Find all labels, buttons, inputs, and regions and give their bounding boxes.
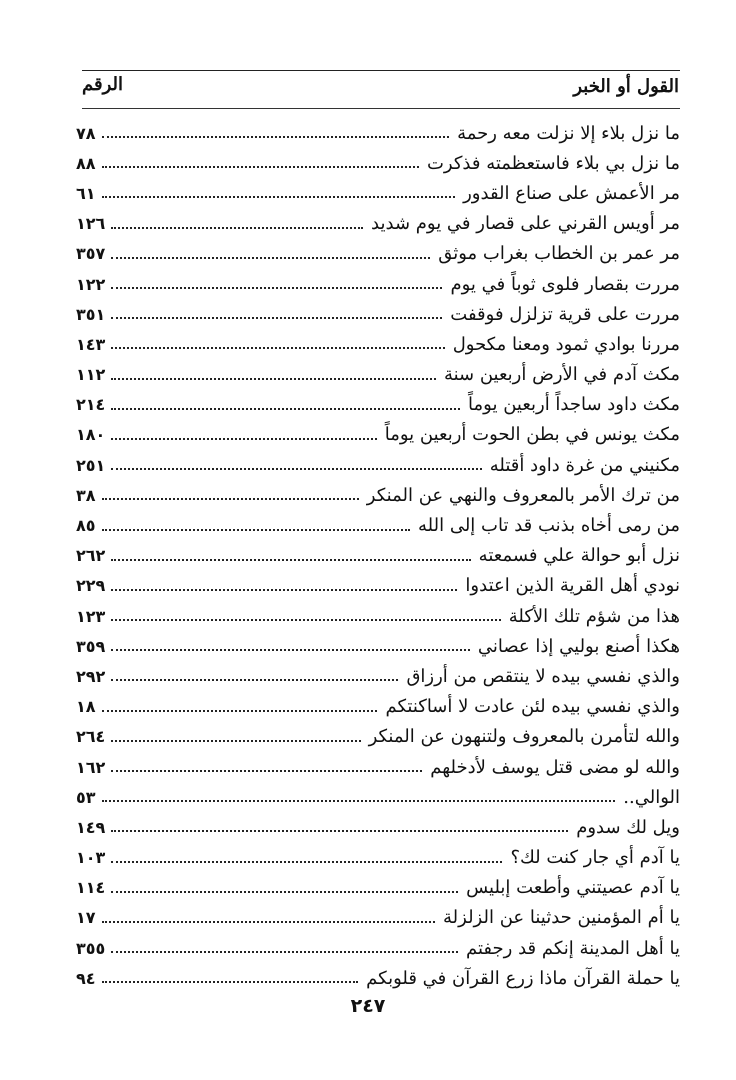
index-entry-row (76, 329, 680, 359)
entry-number: ٥٣ (76, 787, 96, 807)
dot-leader (102, 981, 359, 983)
dot-leader (111, 347, 444, 349)
index-entry-row (76, 661, 680, 691)
entry-text: ويل لك سدوم (576, 816, 680, 838)
entry-number: ٢٩٢ (76, 666, 106, 686)
dot-leader (111, 951, 458, 953)
dot-leader (111, 649, 470, 651)
index-entry-row (76, 390, 680, 420)
index-entries-list (76, 118, 680, 993)
entry-text: مررت على قرية تزلزل فوقفت (450, 303, 680, 325)
entry-number: ٣٥٧ (76, 244, 106, 264)
index-entry-row (76, 752, 680, 782)
dot-leader (102, 800, 616, 802)
index-entry-row (76, 722, 680, 752)
index-entry-row (76, 269, 680, 299)
entry-number: ٢٦٤ (76, 727, 106, 747)
dot-leader (111, 740, 360, 742)
entry-text: مر الأعمش على صناع القدور (463, 182, 680, 204)
index-entry-row (76, 631, 680, 661)
index-entry-row (76, 148, 680, 178)
entry-text: والله لو مضى قتل يوسف لأدخلهم (430, 756, 680, 778)
entry-text: مر أويس القرني على قصار في يوم شديد (371, 213, 680, 235)
entry-number: ١٧ (76, 908, 96, 928)
dot-leader (111, 891, 458, 893)
entry-text: مكنيني من غرة داود أقتله (489, 454, 680, 476)
index-entry-row (76, 873, 680, 903)
entry-text: ما نزل بلاء إلا نزلت معه رحمة (457, 122, 680, 144)
entry-number: ٢١٤ (76, 395, 106, 415)
index-entry-row (76, 118, 680, 148)
entry-text: مكث داود ساجداً أربعين يوماً (468, 394, 680, 416)
dot-leader (102, 710, 378, 712)
dot-leader (102, 921, 435, 923)
entry-text: الوالي.. (623, 786, 680, 808)
entry-number: ١٢٦ (76, 214, 106, 234)
entry-text: هكذا أصنع بوليي إذا عصاني (477, 635, 680, 657)
entry-text: مررنا بوادي ثمود ومعنا مكحول (452, 333, 680, 355)
entry-number: ١٠٣ (76, 848, 106, 868)
dot-leader (111, 861, 502, 863)
dot-leader (102, 196, 456, 198)
index-entry-row (76, 812, 680, 842)
entry-text: من ترك الأمر بالمعروف والنهي عن المنكر (366, 484, 680, 506)
entry-number: ١١٢ (76, 365, 106, 385)
entry-number: ١٦٢ (76, 757, 106, 777)
page-number: ٢٤٧ (350, 995, 386, 1017)
index-entry-row (76, 601, 680, 631)
top-rule (82, 70, 680, 71)
entry-number: ٣٨ (76, 485, 96, 505)
dot-leader (111, 559, 470, 561)
dot-leader (111, 378, 436, 380)
dot-leader (111, 770, 422, 772)
entry-number: ٣٥١ (76, 304, 106, 324)
entry-number: ١٨٠ (76, 425, 106, 445)
entry-number: ١٢٢ (76, 274, 106, 294)
entry-number: ٨٨ (76, 153, 96, 173)
entry-text: يا حملة القرآن ماذا زرع القرآن في قلوبكم (366, 967, 680, 989)
entry-text: والله لتأمرن بالمعروف ولتنهون عن المنكر (368, 726, 680, 748)
entry-text: والذي نفسي بيده لا ينتقص من أرزاق (406, 665, 680, 687)
index-entry-row (76, 420, 680, 450)
entry-text: نودي أهل القرية الذين اعتدوا (465, 575, 680, 597)
entry-number: ٧٨ (76, 123, 96, 143)
entry-number: ١٤٣ (76, 334, 106, 354)
header-rule (82, 108, 680, 109)
entry-number: ٢٥١ (76, 455, 106, 475)
index-entry-row (76, 843, 680, 873)
dot-leader (111, 257, 430, 259)
index-entry-row (76, 209, 680, 239)
entry-text: يا أهل المدينة إنكم قد رجفتم (466, 937, 680, 959)
entry-text: مكث يونس في بطن الحوت أربعين يوماً (384, 424, 680, 446)
index-entry-row (76, 239, 680, 269)
entry-text: مر عمر بن الخطاب بغراب موثق (438, 243, 680, 265)
dot-leader (111, 287, 442, 289)
index-entry-row (76, 178, 680, 208)
dot-leader (102, 166, 419, 168)
entry-number: ١٢٣ (76, 606, 106, 626)
index-entry-row (76, 963, 680, 993)
entry-number: ٣٥٩ (76, 636, 106, 656)
index-entry-row (76, 541, 680, 571)
index-entry-row (76, 360, 680, 390)
index-entry-row (76, 933, 680, 963)
entry-number: ٨٥ (76, 516, 96, 536)
dot-leader (102, 136, 450, 138)
entry-text: من رمى أخاه بذنب قد تاب إلى الله (418, 515, 680, 537)
entry-number: ٢٦٢ (76, 546, 106, 566)
dot-leader (111, 679, 398, 681)
index-entry-row (76, 571, 680, 601)
entry-text: يا أم المؤمنين حدثينا عن الزلزلة (443, 907, 680, 929)
index-entry-row (76, 692, 680, 722)
index-entry-row (76, 450, 680, 480)
dot-leader (111, 468, 481, 470)
number-column-heading: الرقم (82, 74, 124, 95)
entry-number: ١١٤ (76, 878, 106, 898)
index-entry-row (76, 782, 680, 812)
dot-leader (102, 529, 410, 531)
entry-text: نزل أبو حوالة علي فسمعته (478, 545, 680, 567)
entry-text: مررت بقصار فلوى ثوباً في يوم (450, 273, 680, 295)
entry-text: والذي نفسي بيده لئن عادت لا أساكنتكم (385, 696, 680, 718)
entry-number: ٦١ (76, 183, 96, 203)
dot-leader (111, 227, 363, 229)
entry-text: يا آدم أي جار كنت لك؟ (510, 847, 680, 869)
index-entry-row (76, 299, 680, 329)
entry-text: هذا من شؤم تلك الأكلة (508, 605, 680, 627)
entry-number: ٢٢٩ (76, 576, 106, 596)
dot-leader (111, 589, 457, 591)
entry-number: ١٨ (76, 697, 96, 717)
dot-leader (111, 408, 460, 410)
index-entry-row (76, 510, 680, 540)
text-column-heading: القول أو الخبر (573, 76, 679, 97)
entry-number: ٩٤ (76, 968, 96, 988)
index-entry-row (76, 480, 680, 510)
entry-text: يا آدم عصيتني وأطعت إبليس (466, 877, 680, 899)
dot-leader (102, 498, 359, 500)
index-entry-row (76, 903, 680, 933)
entry-number: ١٤٩ (76, 817, 106, 837)
entry-number: ٣٥٥ (76, 938, 106, 958)
dot-leader (111, 317, 442, 319)
dot-leader (111, 619, 500, 621)
entry-text: مكث آدم في الأرض أربعين سنة (443, 364, 680, 386)
dot-leader (111, 830, 568, 832)
dot-leader (111, 438, 376, 440)
entry-text: ما نزل بي بلاء فاستعظمته فذكرت (426, 152, 680, 174)
